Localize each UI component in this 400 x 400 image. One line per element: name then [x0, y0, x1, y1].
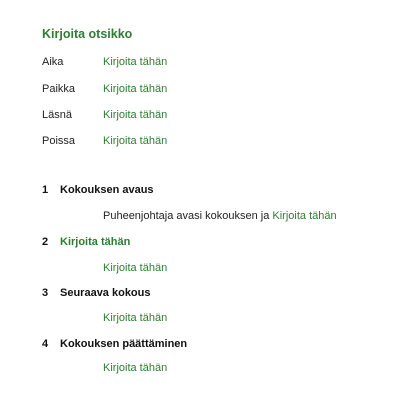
section-body-placeholder[interactable]: Kirjoita tähän	[272, 210, 337, 222]
section-body-4	[103, 362, 167, 378]
meta-label: Poissa	[42, 135, 76, 147]
meta-value-placeholder[interactable]: Kirjoita tähän	[103, 56, 168, 68]
section-title: Kokouksen avaus	[60, 184, 154, 196]
section-body-placeholder[interactable]: Kirjoita tähän	[103, 362, 168, 374]
section-body-placeholder[interactable]: Kirjoita tähän	[103, 312, 168, 324]
section-body-2	[103, 262, 167, 278]
document-title-placeholder[interactable]: Kirjoita otsikko	[42, 27, 133, 41]
meta-label: Paikka	[42, 83, 76, 95]
meta-label: Aika	[42, 56, 64, 68]
section-body-text: Puheenjohtaja avasi kokouksen ja	[103, 210, 273, 222]
section-number: 1	[42, 184, 49, 196]
section-number: 4	[42, 338, 49, 350]
section-body-1	[103, 210, 337, 226]
section-body-3	[103, 312, 167, 328]
meta-value-placeholder[interactable]: Kirjoita tähän	[103, 109, 168, 121]
meta-value-placeholder[interactable]: Kirjoita tähän	[103, 83, 168, 95]
meta-value-placeholder[interactable]: Kirjoita tähän	[103, 135, 168, 147]
meta-label: Läsnä	[42, 109, 72, 121]
section-title-placeholder[interactable]: Kirjoita tähän	[60, 236, 131, 248]
section-number: 2	[42, 236, 49, 248]
section-number: 3	[42, 287, 49, 299]
section-body-placeholder[interactable]: Kirjoita tähän	[103, 262, 168, 274]
section-title: Seuraava kokous	[60, 287, 151, 299]
section-title: Kokouksen päättäminen	[60, 338, 188, 350]
